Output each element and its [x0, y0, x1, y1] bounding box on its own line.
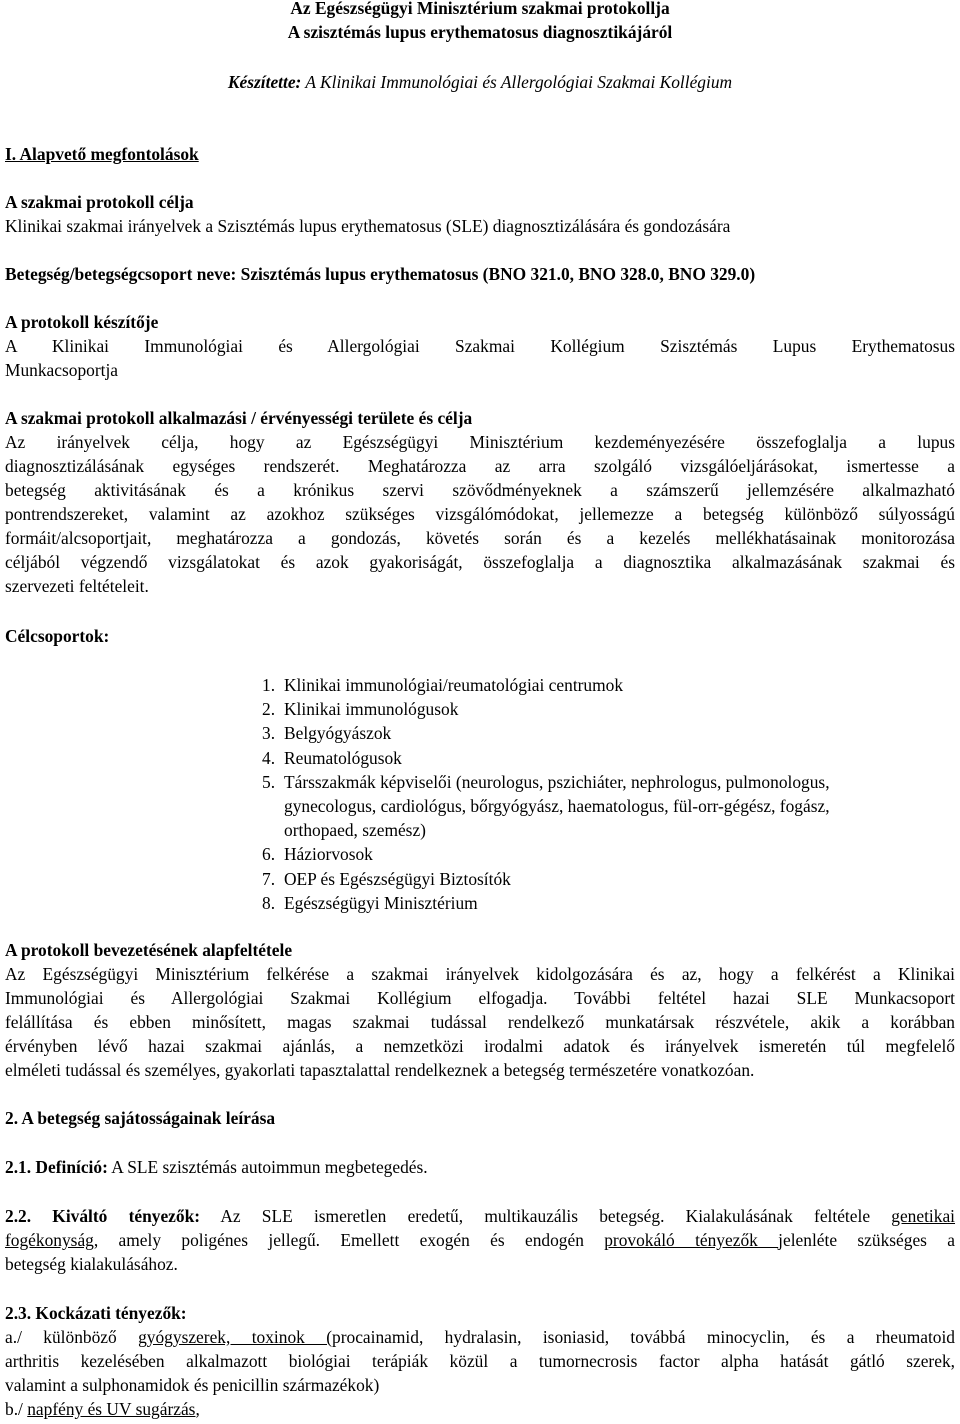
prereq-line: Immunológiai és Allergológiai Szakmai Kollégium elfogadja. További feltétel hazai SLE Munkacsoport	[5, 988, 955, 1008]
risk-factors-block	[5, 1301, 955, 1421]
sunlight-uv-link[interactable]: napfény és UV sugárzás	[27, 1399, 196, 1419]
list-item: 2. Klinikai immunológusok	[262, 699, 459, 720]
triggers-line-1: 2.2. Kiváltó tényezők: Az SLE ismeretlen eredetű, multikauzális betegség. Kialakulásának feltétele genetikai	[5, 1206, 956, 1226]
scope-line: betegség aktivitásának és a krónikus szervi szövődményeknek a számszerű jellemzésére alkalmazható	[5, 480, 955, 500]
title-line-2: A szisztémás lupus erythematosus diagnosztikájáról	[287, 22, 673, 42]
genetic-susceptibility-link[interactable]: genetikai	[891, 1206, 956, 1226]
list-item: 3. Belgyógyászok	[262, 723, 392, 744]
prereq-block	[5, 938, 955, 1082]
title-line-1: Az Egészségügyi Minisztérium szakmai protokollja	[290, 0, 670, 18]
triggers-block	[5, 1204, 955, 1276]
triggers-line-3: betegség kialakulásához.	[5, 1254, 178, 1274]
aim-text: Klinikai szakmai irányelvek a Szisztémás lupus erythematosus (SLE) diagnosztizálására és gondozására	[5, 216, 731, 236]
target-groups-heading: Célcsoportok:	[5, 626, 110, 646]
list-item: 8. Egészségügyi Minisztérium	[262, 892, 478, 913]
prepared-by	[5, 70, 955, 94]
scope-block	[5, 406, 955, 598]
risk-b-line: b./ napfény és UV sugárzás,	[5, 1399, 200, 1419]
definition	[5, 1155, 955, 1179]
list-item: 5. Társszakmák képviselői (neurologus, pszichiáter, nephrologus, pulmonologus,	[262, 771, 830, 792]
drugs-toxins-link[interactable]: gyógyszerek, toxinok (	[138, 1327, 333, 1347]
scope-line: céljából végzendő vizsgálatokat és azok gyakoriságát, összefoglalja a diagnosztika alkalmazásának szakmai és	[5, 552, 955, 572]
list-item: 7. OEP és Egészségügyi Biztosítók	[262, 868, 511, 889]
prereq-line: Az Egészségügyi Minisztérium felkérése a szakmai irányelvek kidolgozására és az, hogy a felkérést a Klinikai	[5, 964, 955, 984]
scope-line: formáit/alcsoportjait, meghatározza a gondozás, követés során és a kezelés mellékhatásainak monitorozása	[5, 528, 955, 548]
risk-a-line-3: valamint a sulphonamidok és penicillin származékok)	[5, 1375, 380, 1395]
prereq-line: elméleti tudással és személyes, gyakorlati tapasztalattal rendelkeznek a betegség természetére vonatkozóan.	[5, 1060, 755, 1080]
triggers-line-2: fogékonyság, amely poligénes jellegű. Emellett exogén és endogén provokáló tényezők jelenléte szükséges a	[5, 1230, 955, 1250]
scope-line: Az irányelvek célja, hogy az Egészségügyi Minisztérium kezdeményezésére összefoglalja a lupus	[5, 432, 955, 452]
provoking-factors-link[interactable]: provokáló tényezők	[604, 1230, 779, 1250]
section-2-heading: 2. A betegség sajátosságainak leírása	[5, 1108, 276, 1128]
prepared-by-value: A Klinikai Immunológiai és Allergológiai Szakmai Kollégium	[301, 72, 733, 92]
scope-line: szervezeti feltételeit.	[5, 576, 149, 596]
prepared-by-label: Készítette:	[227, 72, 302, 92]
scope-heading: A szakmai protokoll alkalmazási / érvényességi területe és célja	[5, 408, 473, 428]
scope-line: pontrendszereket, valamint az azokhoz szükséges vizsgálómódokat, jellemezze a betegség különböző súlyosságú	[5, 504, 955, 524]
list-item-continuation: gynecologus, cardiológus, bőrgyógyász, haematologus, fül-orr-gégész, fogász,	[284, 795, 830, 816]
section-1-heading: I. Alapvető megfontolások	[5, 144, 199, 164]
list-item-continuation: orthopaed, szemész)	[284, 820, 426, 841]
risk-factors-heading: 2.3. Kockázati tényezők:	[5, 1303, 187, 1323]
list-item: 6. Háziorvosok	[262, 844, 373, 865]
aim-block	[5, 190, 955, 238]
risk-a-line-2: arthritis kezelésében alkalmazott biológiai terápiák közül a tumornecrosis factor alpha hatását gátló szerek,	[5, 1351, 955, 1371]
target-groups-list	[262, 673, 960, 915]
author-text-line-2: Munkacsoportja	[5, 360, 119, 380]
author-heading: A protokoll készítője	[5, 312, 159, 332]
document-title	[5, 0, 955, 44]
genetic-susceptibility-link-cont[interactable]: fogékonyság	[5, 1230, 94, 1250]
disease-name: Betegség/betegségcsoport neve: Szisztémás lupus erythematosus (BNO 321.0, BNO 328.0, BNO 329.0)	[5, 264, 756, 284]
list-item: 4. Reumatológusok	[262, 747, 402, 768]
prereq-line: felállítása és ebben minősített, magas szakmai tudással rendelkező munkatársak részvétele, akik a korábban	[5, 1012, 955, 1032]
prereq-line: érvényben lévő hazai szakmai ajánlás, a nemzetközi irodalmi adatok és irányelvek ismeretén túl megfelelő	[5, 1036, 955, 1056]
definition-label: 2.1. Definíció:	[5, 1157, 108, 1177]
prereq-heading: A protokoll bevezetésének alapfeltétele	[5, 940, 293, 960]
scope-line: diagnosztizálásának egységes rendszerét. Meghatározza az arra szolgáló vizsgálóeljárásokat, ismertesse a	[5, 456, 955, 476]
list-item: 1. Klinikai immunológiai/reumatológiai centrumok	[262, 675, 624, 695]
risk-a-line-1: a./ különböző gyógyszerek, toxinok (procainamid, hydralasin, isoniasid, továbbá minocyclin, és a rheumatoid	[5, 1327, 955, 1347]
definition-text: A SLE szisztémás autoimmun megbetegedés.	[107, 1157, 428, 1177]
author-text-line-1: A Klinikai Immunológiai és Allergológiai Szakmai Kollégium Szisztémás Lupus Erythematosus	[5, 336, 955, 356]
aim-heading: A szakmai protokoll célja	[5, 192, 194, 212]
author-block	[5, 310, 955, 382]
